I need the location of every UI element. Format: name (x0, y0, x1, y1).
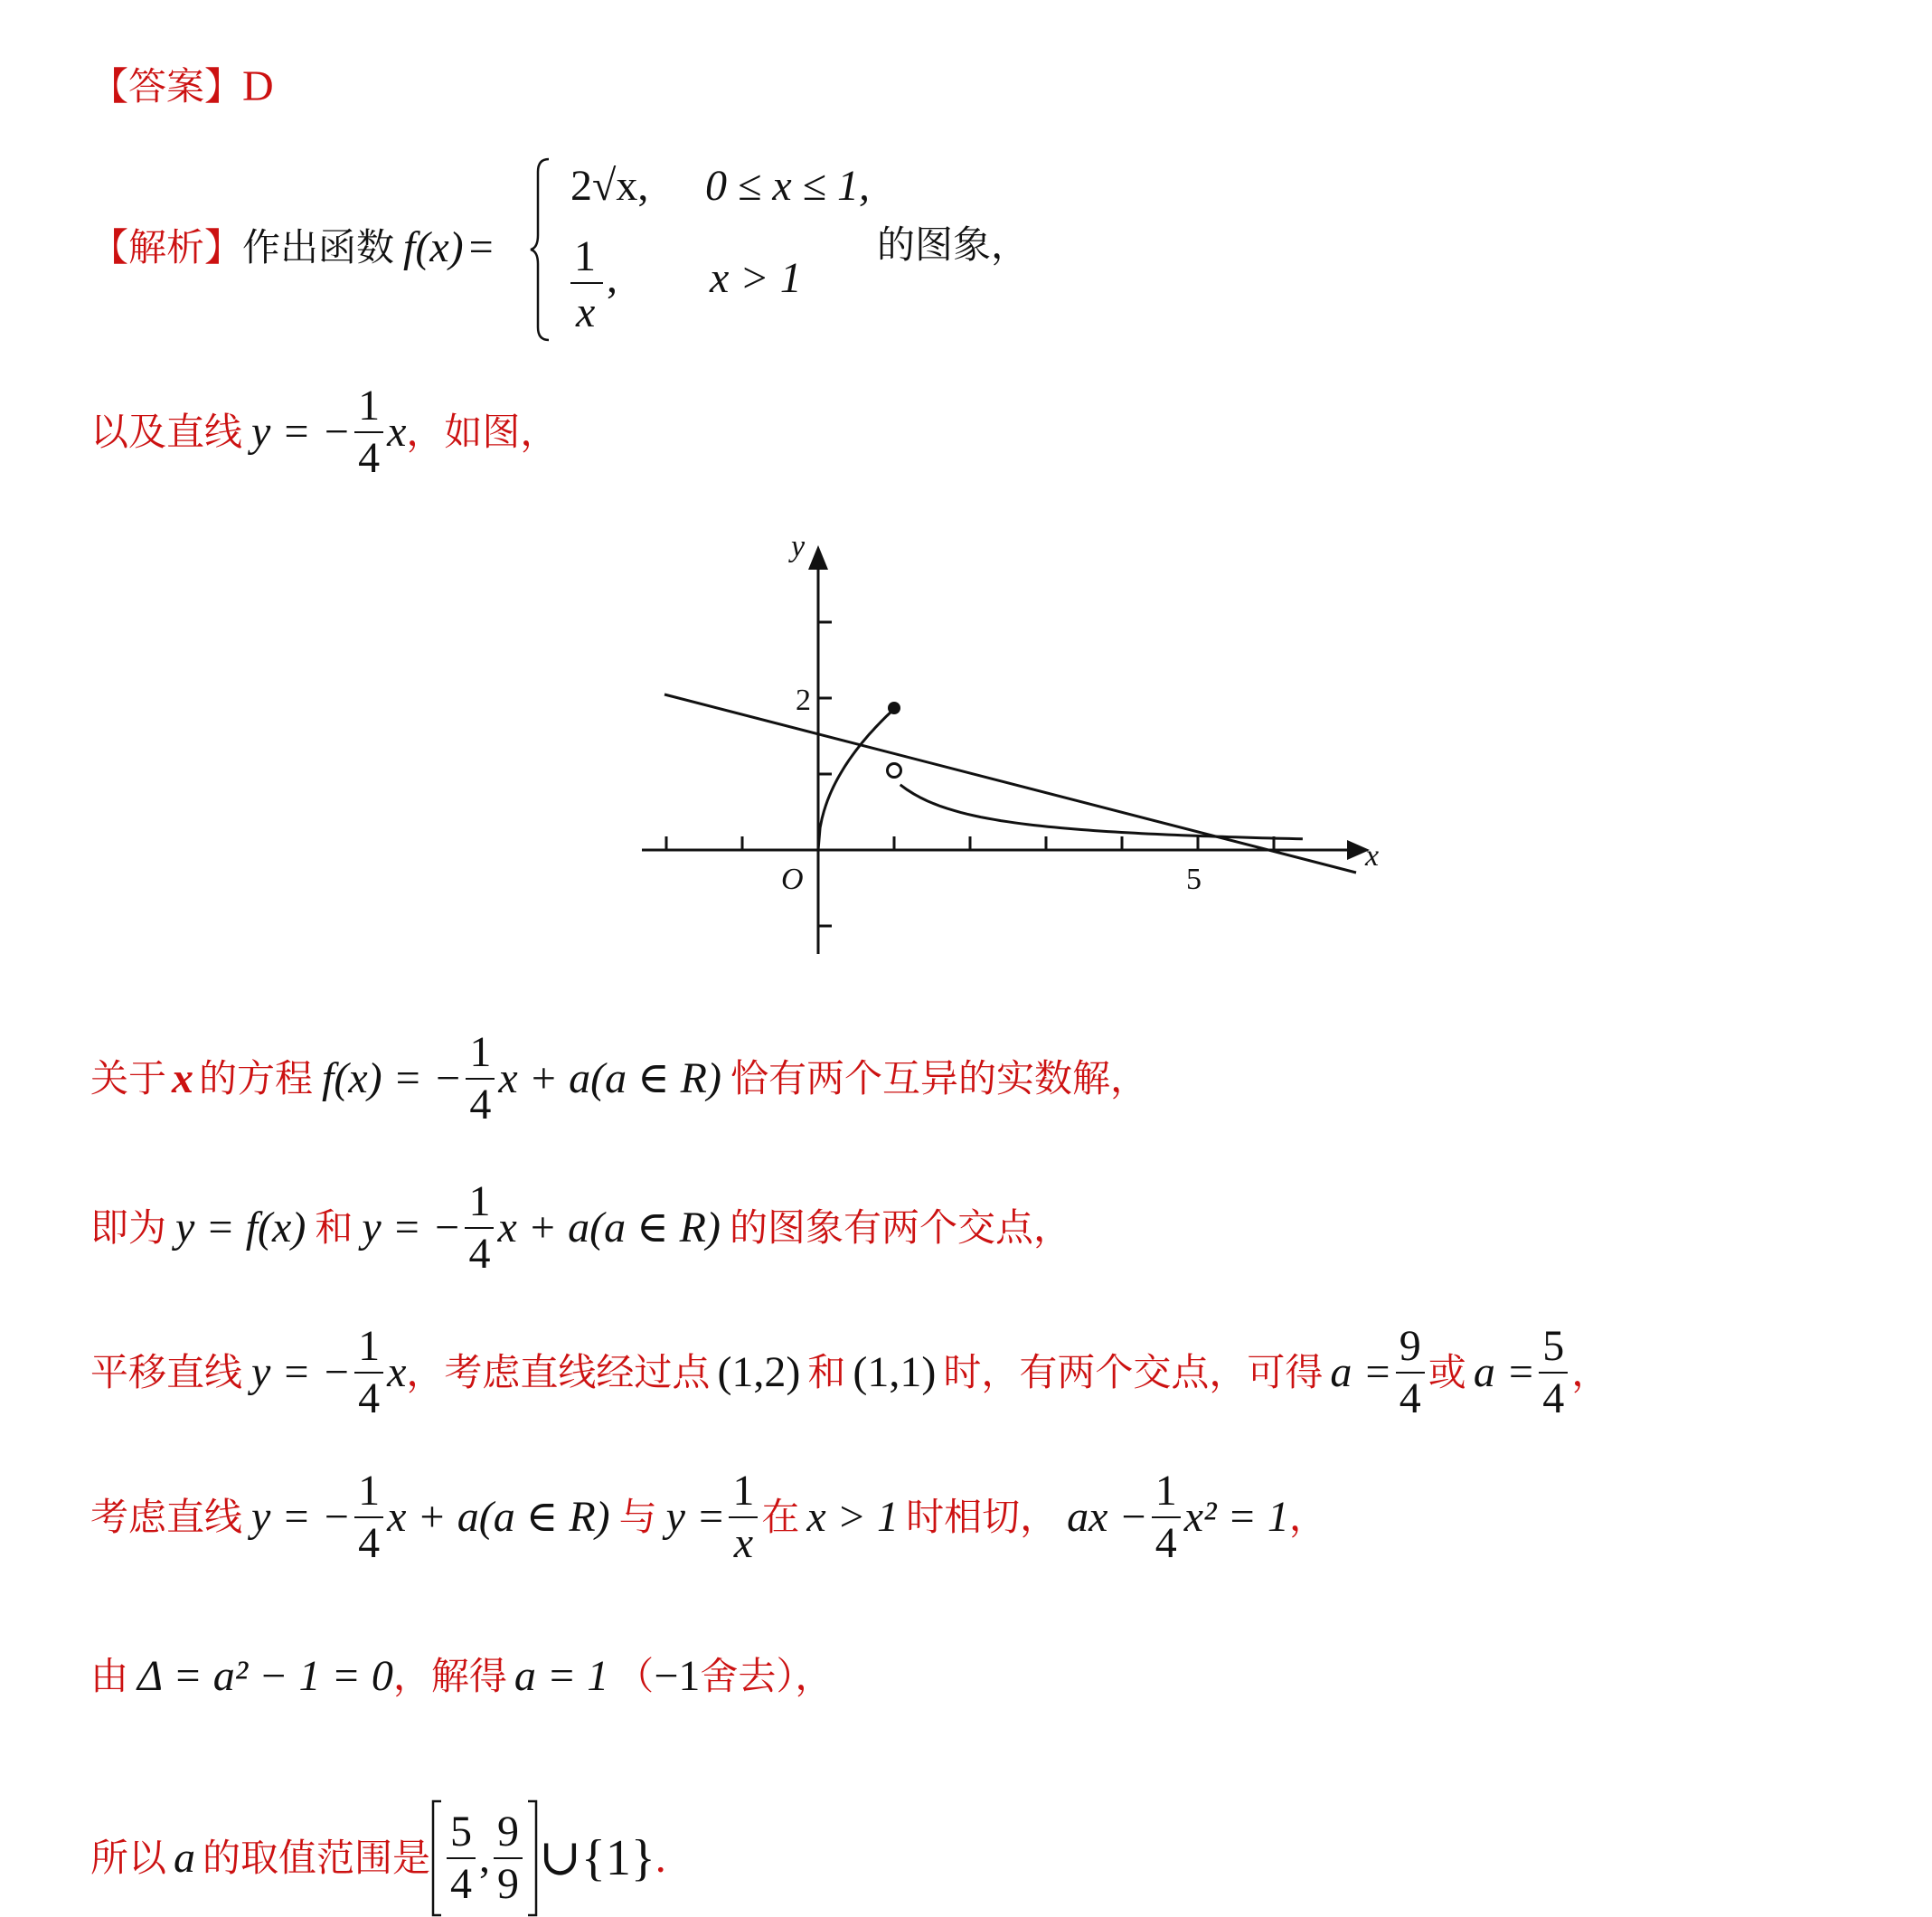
function-fx: f(x) (403, 223, 464, 271)
translate-line: 平移直线 y = − $\frac{1}{4}$ x ，考虑直线经过点 (1,2) 和 (1,1) 时，有两个交点，可得 a = $\frac{9}{4}$ 或 a = $\frac{5}{4}$ ， (90, 1322, 1610, 1422)
case1-expr: 2√x, (570, 162, 649, 210)
origin-label: O (781, 863, 804, 896)
case2-den: x (576, 288, 596, 336)
tangent-line: 考虑直线 y = − $\frac{1}{4}$ x + a(a ∈ R) 与 y = $\frac{1}{x}$ 在 x > 1 时相切， ax − $\frac{1}{4}$ x² = 1 ， (90, 1467, 1327, 1567)
analysis-intro: 作出函数 (242, 225, 395, 269)
y-axis-label: y (791, 530, 806, 563)
y-tick-label: 2 (796, 684, 811, 717)
y-arrow-icon (808, 545, 828, 570)
case1-cond: 0 ≤ x ≤ 1, (705, 162, 870, 210)
answer-line (90, 62, 274, 110)
analysis-label: 【解析】 (90, 225, 243, 269)
intersection-line: 即为 y = f(x) 和 y = − $\frac{1}{4}$ x + a(a ∈ R) 的图象有两个交点， (90, 1177, 1071, 1278)
case2-comma: , (607, 254, 617, 302)
closed-point (888, 702, 900, 714)
function-eq: = (468, 223, 494, 271)
x-tick-label: 5 (1186, 863, 1202, 896)
left-bracket-icon (430, 1799, 443, 1917)
discriminant-line: 由 Δ = a² − 1 = 0 ，解得 a = 1 （ −1 舍去）， (90, 1652, 834, 1700)
piecewise-definition (529, 152, 891, 346)
line-y-neg-quarter-x (664, 694, 1356, 873)
analysis-line (90, 223, 494, 271)
fraction: $\frac{1}{4}$ (354, 384, 383, 480)
equation-line: 关于 x 的方程 f(x) = − $\frac{1}{4}$ x + a(a ∈ R) 恰有两个互异的实数解， (90, 1028, 1148, 1128)
x-axis-label: x (1365, 839, 1380, 873)
brace-icon (529, 152, 556, 346)
open-point (888, 764, 901, 778)
right-bracket-icon (526, 1799, 539, 1917)
reciprocal-curve (900, 785, 1303, 839)
answer-value: D (242, 62, 274, 110)
function-graph (633, 529, 1410, 972)
analysis-tail: 的图象， (877, 222, 1030, 267)
case2-cond: x > 1 (710, 254, 802, 302)
sqrt-curve (818, 709, 894, 850)
line-as-well: 以及直线 y = − $\frac{1}{4}$ x ，如图， (90, 382, 559, 482)
conclusion-line: 所以 a 的取值范围是 $\frac{5}{4}$ , $\frac{9}{9}$ ∪{1} . (90, 1799, 666, 1917)
case2-num: 1 (574, 232, 596, 280)
answer-label: 【答案】 (90, 64, 243, 109)
